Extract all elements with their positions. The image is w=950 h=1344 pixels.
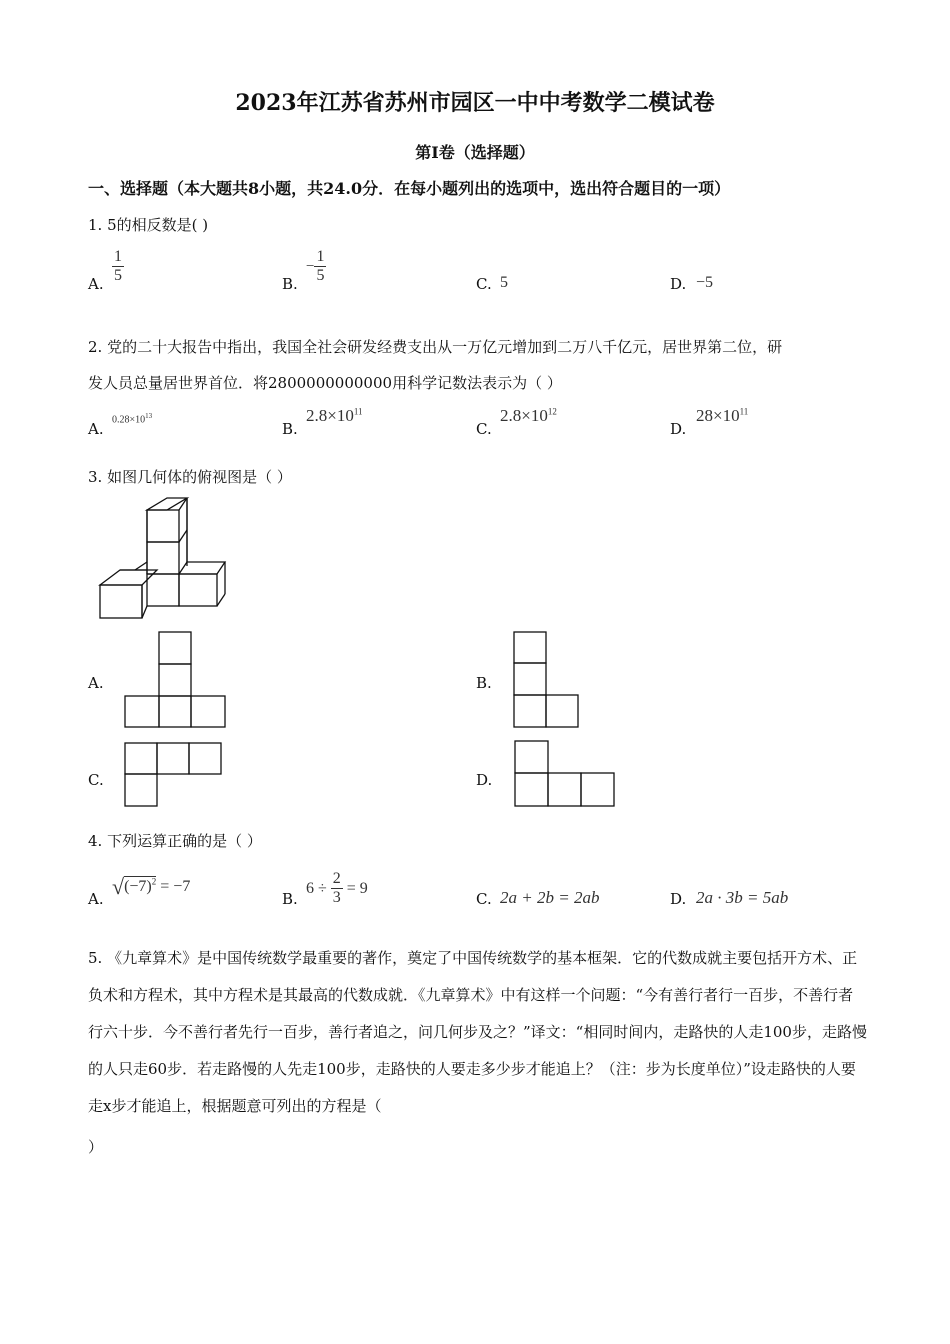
q4-a-rhs: = −7 [160,878,191,895]
q2-option-d-label: D. [670,420,687,438]
q1-option-d-label: D. [670,275,687,293]
q4-option-c-label: C. [476,890,492,908]
q4-option-c-value: 2a + 2b = 2ab [500,888,600,907]
q3-stem: 3. 如图几何体的俯视图是（ ） [88,468,292,486]
q1-option-b-value [306,248,326,286]
q4-b-numerator: 2 [331,870,343,889]
q1-stem: 1. 5的相反数是( ) [88,216,209,234]
q1-option-c-label: C. [476,275,492,293]
q1-a-denominator: 5 [114,267,122,285]
q4-b-denominator: 3 [332,889,341,907]
q1-option-a-value [112,248,124,286]
volume-subtitle: 第I卷（选择题） [415,143,535,162]
q3-option-a-label: A. [88,674,104,692]
q5-text: 5. 《九章算术》是中国传统数学最重要的著作，奠定了中国传统数学的基本框架．它的代数成就主要包括开方术、正负术和方程术，其中方程术是其最高的代数成就．《九章算术》中有这样一个问题：“今有善行者行一百步，不善行者行六十步．今不善行者先行一百步，善行者追之，问几何步及之？”译文：“相同时间内，走路快的人走100步，走路慢的人只走60步．若走路慢的人先走100步，走路快的人要走多少步才能追上？（注：步为长度单位）”设走路快的人要走x步才能追上，根据题意可列出的方程是（ [88,949,867,1115]
q4-option-b-value [306,870,368,908]
q3-solid-top-face [147,498,187,510]
q2-c-base: 2.8×10 [500,406,548,425]
q5-closing-paren: ） [88,1138,104,1156]
q4-b-pre: 6 ÷ [306,879,327,897]
q2-option-a-label: A. [88,420,104,438]
q2-option-c-value [500,406,557,426]
q2-option-b-label: B. [282,420,298,438]
q2-b-exponent: 11 [353,406,363,417]
q3-option-b-figure [513,631,581,729]
q1-b-sign: − [306,258,315,275]
q3-solid-column-face-1 [147,510,179,542]
q3-option-c-label: C. [88,771,104,789]
q2-option-c-label: C. [476,420,492,438]
q4-option-d-label: D. [670,890,687,908]
q4-a-exponent: 2 [151,876,157,887]
q3-solid-right-top [179,562,225,574]
q1-option-b-label: B. [282,275,298,293]
section-heading: 一、选择题（本大题共8小题，共24.0分．在每小题列出的选项中，选出符合题目的一项） [88,179,731,198]
q3-option-b-label: B. [476,674,492,692]
q4-a-radical-icon: √ [112,874,125,899]
q3-solid-left-cube [100,585,142,618]
q1-b-numerator: 1 [314,248,326,267]
q2-d-base: 28×10 [696,406,740,425]
q1-option-c-value: 5 [500,274,508,291]
q3-option-a-figure [124,631,228,729]
q2-c-exponent: 12 [547,406,557,417]
q2-stem-line-1: 2. 党的二十大报告中指出，我国全社会研发经费支出从一万亿元增加到二万八千亿元，居世界第二位，研 [88,338,783,356]
q4-stem: 4. 下列运算正确的是（ ） [88,832,262,850]
page-title: 2023年江苏省苏州市园区一中中考数学二模试卷 [235,90,715,116]
q4-option-a-value [112,874,190,900]
q3-solid-figure [95,490,235,625]
q3-solid-bottom-middle [147,574,179,606]
q4-a-inner: (−7) [124,878,152,895]
q2-option-b-value [306,406,363,426]
q3-solid-right-cube [179,574,217,606]
q2-a-exponent: 13 [145,412,153,420]
q2-option-a-value [112,412,152,425]
q2-a-base: 0.28×10 [112,414,146,426]
q2-b-base: 2.8×10 [306,406,354,425]
q3-option-c-figure [124,742,224,808]
q2-stem-line-2: 发人员总量居世界首位．将2800000000000用科学记数法表示为（ ） [88,374,562,392]
q2-d-exponent: 11 [739,406,749,417]
q3-option-d-figure [514,740,618,808]
q1-option-d-value: −5 [696,274,714,291]
q1-b-denominator: 5 [316,267,325,285]
q4-option-a-label: A. [88,890,104,908]
q3-option-d-label: D. [476,771,493,789]
q3-solid-column-face-2 [147,542,179,574]
q3-solid-left-top [100,570,157,585]
q4-option-d-value: 2a · 3b = 5ab [696,888,789,907]
q1-option-a-label: A. [88,275,104,293]
q4-b-rhs: = 9 [346,879,368,897]
q4-option-b-label: B. [282,890,298,908]
q1-a-numerator: 1 [112,248,124,267]
q2-option-d-value [696,406,748,426]
